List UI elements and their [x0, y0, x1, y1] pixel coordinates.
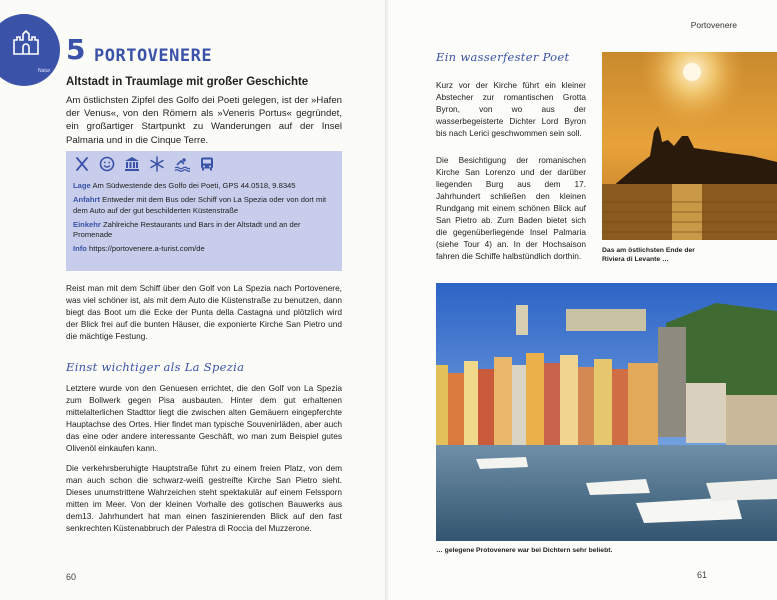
snowflake-icon [149, 156, 165, 172]
info-list [73, 181, 335, 259]
sandcastle-icon [12, 30, 40, 56]
chapter-badge [0, 14, 60, 86]
photo-caption-1: Das am östlichsten Ende der Riviera di Levante … [602, 247, 695, 264]
chapter-subtitle: Altstadt in Traumlage mit großer Geschichte [66, 76, 309, 88]
body-paragraph-2: Letztere wurde von den Genuesen errichtet, die den Golf von La Spezia zum Bollwerk gegen Pisa ausbauten. Hinter dem gut erhaltenen mittelalterlichen Stadttor liegt die zwischen alten Gemäuern eingepferchte Hauptachse des Ortes. Hier findet man typische Souvenirläden, aber auch das eine oder andere interessante Geschäft, wo man zum Beispiel gutes Olivenöl einkaufen kann. [66, 383, 342, 454]
page-number: 61 [696, 570, 707, 580]
info-row-lage [73, 181, 335, 191]
info-link[interactable]: https://portovenere.a-turist.com/de [89, 244, 205, 254]
body-paragraph-1: Reist man mit dem Schiff über den Golf von La Spezia nach Portovenere, was viel schöner ist, als mit dem Auto die Küstenstraße zu benutzen, dann biegt das Boot um die Ecke der Punta della Castagna und plötzlich wird der Blick frei auf die bunten Häuser, die exponierte Kirche San Pietro und die mächtige Festung. [66, 283, 342, 342]
museum-icon [124, 156, 140, 172]
bus-icon [199, 156, 215, 172]
info-row-einkehr [73, 220, 335, 241]
section-heading: Ein wasserfester Poet [436, 50, 570, 64]
info-key: Lage [73, 181, 91, 190]
info-key: Einkehr [73, 219, 101, 229]
running-head: Portovenere [690, 20, 737, 30]
cutlery-icon [74, 156, 90, 172]
intro-paragraph: Am östlichsten Zipfel des Golfo dei Poeti gelegen, ist der »Hafen der Venus«, von den Römern als »Veneris Portus« gegründet, ein großartiger Startpunkt zu Wanderungen auf der Insel Palmaria und in die Cinque Terre. [66, 95, 342, 146]
info-text: Am Südwestende des Golfo dei Poeti, GPS 44.0518, 9.8345 [92, 181, 296, 190]
info-row-info [73, 244, 335, 254]
info-icons [66, 151, 342, 172]
chapter-number: 5 [66, 33, 86, 66]
chapter-title: PORTOVENERE [94, 46, 213, 66]
info-key: Anfahrt [73, 195, 100, 205]
info-text: Zahlreiche Restaurants und Bars in der Altstadt und an der Promenade [73, 219, 301, 239]
body-paragraph-1: Kurz vor der Kirche führt ein kleiner Abstecher zur romantischen Grotta Byron, von wo aus der wasserbegeisterte Dichter Lord Byron bis nach Lerici geschwommen sein soll. [436, 80, 586, 139]
sunset-church-photo [602, 52, 777, 240]
info-box [66, 151, 342, 271]
left-page [0, 0, 386, 600]
section-heading: Einst wichtiger als La Spezia [66, 360, 245, 374]
harbour-photo [436, 283, 777, 541]
info-text: Entweder mit dem Bus oder Schiff von La Spezia oder von dort mit dem Auto auf der gut beschilderten Küstenstraße [73, 195, 327, 215]
swimmer-icon [174, 156, 190, 172]
photo-caption-2: … gelegene Protovenere war bei Dichtern sehr beliebt. [436, 547, 613, 554]
info-key: Info [73, 244, 87, 254]
page-number: 60 [66, 572, 77, 582]
info-row-anfahrt [73, 195, 335, 216]
body-paragraph-3: Die verkehrsberuhigte Hauptstraße führt zu einem freien Platz, von dem man auch schon die schwarz-weiß gestreifte Kirche San Pietro sieht. Dieses unumstrittene Wahrzeichen steht spektakulär auf einem Felssporn mitten im Meer. Von der kleinen Vorhalle des gotischen Bauwerks aus dem13. Jahrhundert hat man einen faszinierenden Blick auf den fast senkrechten Küstenabbruch der Palestra di Roccia del Muzzerone. [66, 463, 342, 534]
right-page [388, 0, 777, 600]
badge-label: Natur [38, 68, 51, 74]
smiley-icon [99, 156, 115, 172]
body-paragraph-2: Die Besichtigung der romanischen Kirche San Lorenzo und der darüber liegenden Burg aus dem 17. Jahrhundert schließen den kleinen Rundgang mit einem schönen Blick auf San Pietro ab. Zum Baden bietet sich die gegenüberliegende Insel Palmaria (siehe Tour 4) an. In der Hochsaison fahren die Schiffe halbstündlich dorthin. [436, 155, 586, 262]
